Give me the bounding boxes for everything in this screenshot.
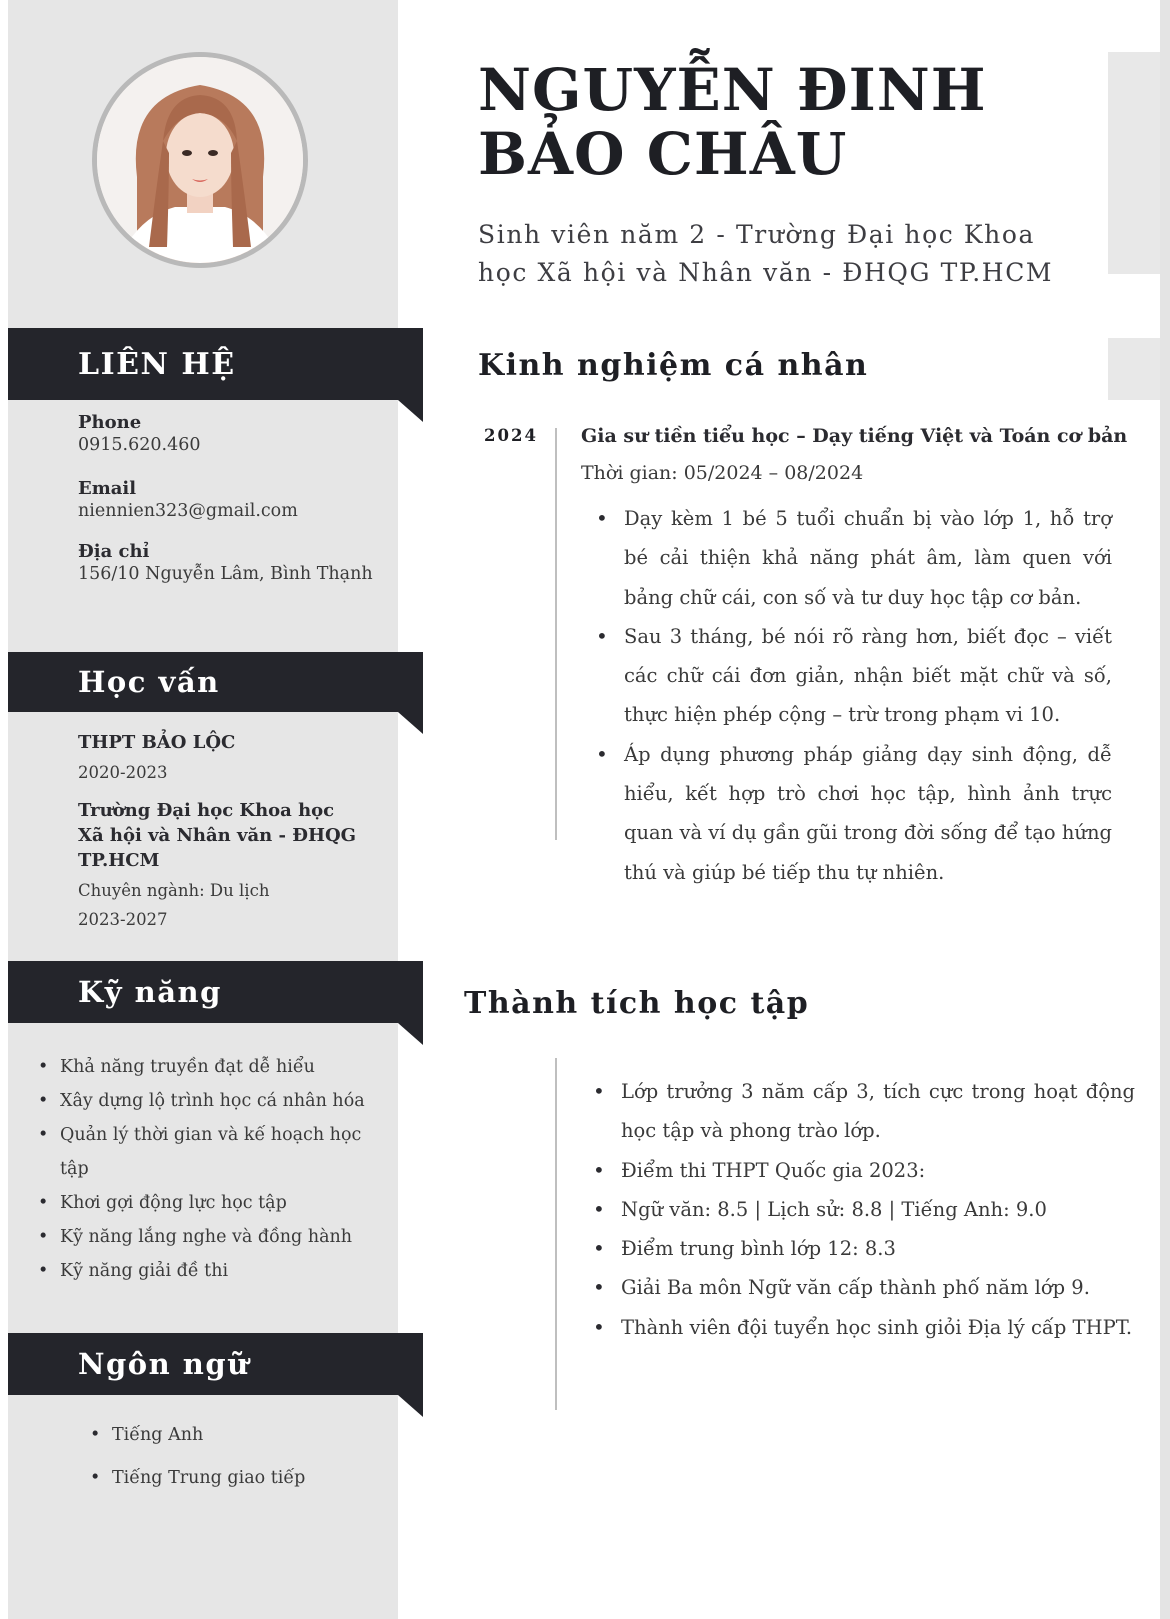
languages-heading	[8, 1333, 423, 1395]
experience-bullets	[582, 499, 1112, 892]
school-2-name-line-2: Xã hội và Nhân văn - ĐHQG	[78, 825, 357, 846]
list-item: • Ngữ văn: 8.5 | Lịch sử: 8.8 | Tiếng Anh: 9.0	[579, 1190, 1135, 1229]
list-item: • Giải Ba môn Ngữ văn cấp thành phố năm lớp 9.	[579, 1268, 1135, 1307]
contact-heading	[8, 328, 423, 400]
contact-phone	[78, 412, 200, 455]
decorative-block-top	[1108, 52, 1160, 274]
school-2-major: Chuyên ngành: Du lịch	[78, 881, 270, 900]
education-heading-text: Học vấn	[78, 665, 220, 699]
list-item: • Kỹ năng giải đề thi	[36, 1254, 376, 1288]
achievements-timeline-line	[555, 1058, 557, 1410]
job-title: Gia sư tiền tiểu học – Dạy tiếng Việt và Toán cơ bản	[581, 425, 1128, 447]
list-item: • Dạy kèm 1 bé 5 tuổi chuẩn bị vào lớp 1, hỗ trợ bé cải thiện khả năng phát âm, làm quen với bảng chữ cái, con số và tư duy học tập cơ bản.	[582, 499, 1112, 617]
experience-year: 2024	[484, 426, 538, 445]
school-1-years: 2020-2023	[78, 763, 168, 782]
skills-heading-text: Kỹ năng	[78, 975, 222, 1009]
contact-heading-text: LIÊN HỆ	[78, 346, 236, 382]
experience-timeline-line	[555, 428, 557, 840]
email-value: niennien323@gmail.com	[78, 501, 298, 521]
subtitle-line-2: học Xã hội và Nhân văn - ĐHQG TP.HCM	[478, 258, 1054, 287]
list-item: • Xây dựng lộ trình học cá nhân hóa	[36, 1084, 376, 1118]
education-heading	[8, 652, 423, 712]
avatar	[92, 52, 308, 268]
languages-heading-fold	[398, 1395, 423, 1417]
subtitle-line-1: Sinh viên năm 2 - Trường Đại học Khoa	[478, 220, 1036, 249]
list-item: • Điểm trung bình lớp 12: 8.3	[579, 1229, 1135, 1268]
list-item: • Tiếng Trung giao tiếp	[88, 1457, 388, 1500]
contact-address	[78, 541, 373, 584]
languages-list	[88, 1414, 388, 1500]
list-item: • Khả năng truyền đạt dễ hiểu	[36, 1050, 376, 1084]
skills-heading-fold	[398, 1023, 423, 1045]
list-item: • Quản lý thời gian và kế hoạch học tập	[36, 1118, 376, 1186]
subtitle	[478, 216, 1078, 292]
email-label: Email	[78, 478, 137, 499]
list-item: • Lớp trưởng 3 năm cấp 3, tích cực trong hoạt động học tập và phong trào lớp.	[579, 1072, 1135, 1151]
school-2-name-line-1: Trường Đại học Khoa học	[78, 800, 335, 821]
list-item: • Thành viên đội tuyển học sinh giỏi Địa lý cấp THPT.	[579, 1308, 1135, 1347]
page-title	[478, 58, 1098, 186]
phone-label: Phone	[78, 412, 142, 433]
page-left-margin	[0, 0, 8, 1619]
list-item: • Sau 3 tháng, bé nói rõ ràng hơn, biết đọc – viết các chữ cái đơn giản, nhận biết mặt chữ và số, thực hiện phép cộng – trừ trong phạm vi 10.	[582, 617, 1112, 735]
name-line-1: NGUYỄN ĐINH	[478, 56, 987, 124]
phone-value: 0915.620.460	[78, 435, 201, 455]
achievements-heading: Thành tích học tập	[464, 986, 810, 1021]
address-value: 156/10 Nguyễn Lâm, Bình Thạnh	[78, 564, 373, 584]
skills-list	[36, 1050, 376, 1288]
list-item: • Kỹ năng lắng nghe và đồng hành	[36, 1220, 376, 1254]
school-2-name-line-3: TP.HCM	[78, 850, 160, 871]
education-heading-fold	[398, 712, 423, 734]
education-school-1	[78, 730, 235, 782]
list-item: • Điểm thi THPT Quốc gia 2023:	[579, 1151, 1135, 1190]
skills-heading	[8, 961, 423, 1023]
languages-heading-text: Ngôn ngữ	[78, 1347, 250, 1381]
list-item: • Tiếng Anh	[88, 1414, 388, 1457]
experience-heading: Kinh nghiệm cá nhân	[478, 348, 869, 383]
education-school-2	[78, 798, 356, 929]
achievements-bullets	[579, 1072, 1135, 1347]
school-2-years: 2023-2027	[78, 910, 168, 929]
school-1-name: THPT BẢO LỘC	[78, 732, 236, 753]
page-right-margin	[1160, 0, 1170, 1619]
list-item: • Khơi gợi động lực học tập	[36, 1186, 376, 1220]
job-time: Thời gian: 05/2024 – 08/2024	[581, 462, 864, 484]
address-label: Địa chỉ	[78, 541, 150, 562]
list-item: • Áp dụng phương pháp giảng dạy sinh động, dễ hiểu, kết hợp trò chơi học tập, hình ảnh trực quan và ví dụ gần gũi trong đời sống để tạo hứng thú và giúp bé tiếp thu tự nhiên.	[582, 735, 1112, 892]
contact-heading-fold	[398, 400, 423, 422]
name-line-2: BẢO CHÂU	[478, 120, 848, 188]
contact-email	[78, 478, 298, 521]
decorative-block-middle	[1108, 338, 1160, 400]
